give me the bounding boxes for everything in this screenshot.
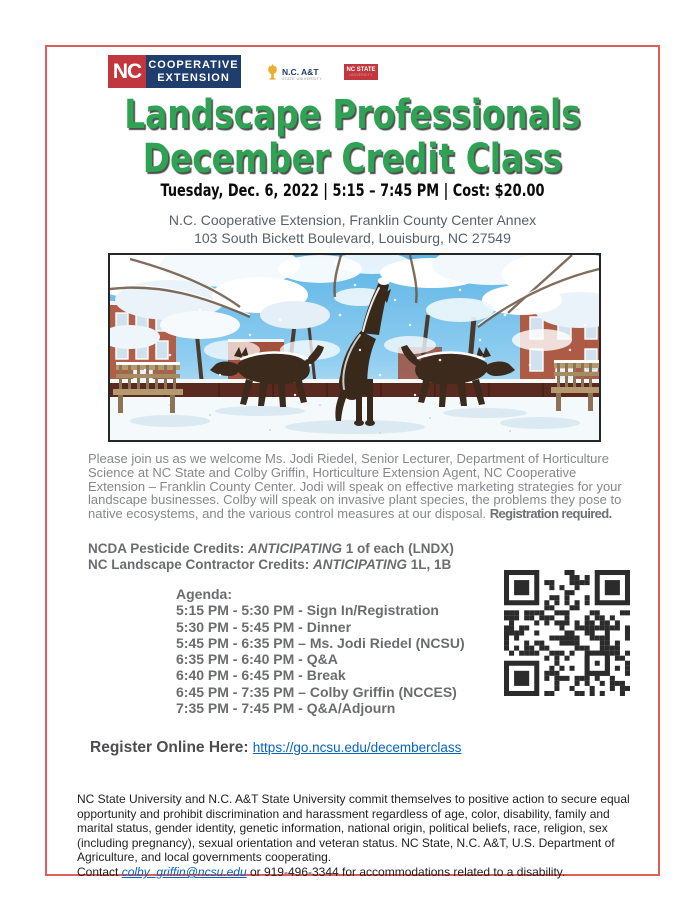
contact-email-link[interactable]: colby_griffin@ncsu.edu	[121, 864, 247, 879]
pesticide-credits-line	[88, 541, 454, 557]
register-link[interactable]: https://go.ncsu.edu/decemberclass	[252, 740, 462, 755]
contractor-credits-label: NC Landscape Contractor Credits:	[88, 557, 314, 572]
agenda-heading: Agenda:	[176, 586, 232, 602]
agenda-block	[176, 586, 465, 716]
page-title-line2: December Credit Class	[142, 136, 563, 182]
qr-code	[500, 566, 634, 700]
pesticide-credits-anticipating: ANTICIPATING	[248, 541, 343, 556]
nc-aandt-logo	[266, 64, 322, 85]
contractor-credits-anticipating: ANTICIPATING	[313, 557, 408, 572]
page-title-line1: Landscape Professionals	[124, 92, 581, 138]
ce-word-1: COOPERATIVE	[148, 58, 239, 71]
registration-required-note: Registration required.	[489, 506, 612, 522]
campus-photo	[108, 253, 601, 442]
cooperative-extension-logo	[108, 55, 241, 88]
intro-paragraph	[88, 452, 624, 521]
ce-word-2: EXTENSION	[157, 71, 230, 84]
contact-line	[77, 865, 644, 880]
pesticide-credits-detail: 1 of each (LNDX)	[342, 541, 454, 556]
aandt-name: N.C. A&T	[282, 66, 319, 77]
aandt-torch-icon	[266, 64, 279, 85]
agenda-item: 6:40 PM - 6:45 PM - Break	[176, 667, 346, 684]
event-datetime: Tuesday, Dec. 6, 2022 | 5:15 – 7:45 PM | Cost: $20.00	[160, 181, 545, 201]
agenda-item: 5:15 PM - 5:30 PM - Sign In/Registration	[176, 602, 439, 619]
agenda-item: 6:35 PM - 6:40 PM - Q&A	[176, 651, 338, 668]
register-line	[90, 739, 461, 757]
eeo-disclaimer: NC State University and N.C. A&T State University commit themselves to positive action to secure equal opportunity and prohibit discrimination and harassment regardless of age, color, disability, family and marital status, gender identity, genetic information, national origin, political beliefs, race, religion, sex (including pregnancy), sexual orientation and veteran status. NC State, N.C. A&T, U.S. Department of Agriculture, and local governments cooperating.	[77, 792, 630, 865]
pesticide-credits-label: NCDA Pesticide Credits:	[88, 541, 249, 556]
ncstate-line1: NC STATE	[346, 66, 376, 73]
aandt-wordmark	[282, 68, 322, 82]
agenda-item: 7:35 PM - 7:45 PM - Q&A/Adjourn	[176, 700, 396, 717]
contact-suffix: or 919-496-3344 for accommodations related to a disability.	[246, 864, 566, 879]
credits-block	[88, 541, 454, 573]
location-line2: 103 South Bickett Boulevard, Louisburg, NC 27549	[194, 230, 511, 246]
footer-block	[77, 792, 644, 880]
ncstate-line2: UNIVERSITY	[349, 72, 373, 77]
register-label: Register Online Here:	[90, 739, 253, 756]
location-line1: N.C. Cooperative Extension, Franklin County Center Annex	[168, 212, 537, 228]
logo-strip	[108, 55, 378, 88]
cooperative-extension-wordmark	[146, 55, 241, 88]
agenda-item: 6:45 PM - 7:35 PM – Colby Griffin (NCCES)	[176, 683, 457, 700]
aandt-subtitle: STATE UNIVERSITY	[282, 76, 323, 81]
contractor-credits-detail: 1L, 1B	[407, 557, 452, 572]
contractor-credits-line	[88, 557, 454, 573]
nc-state-logo	[344, 64, 378, 80]
agenda-item: 5:45 PM - 6:35 PM – Ms. Jodi Riedel (NCSU)	[176, 634, 465, 651]
agenda-item: 5:30 PM - 5:45 PM - Dinner	[176, 618, 352, 635]
nc-logo-block: NC	[108, 55, 146, 88]
intro-text: Please join us as we welcome Ms. Jodi Riedel, Senior Lecturer, Department of Horticulture Science at NC State and Colby Griffin, Horticulture Extension Agent, NC Cooperative Extension – Franklin County Center. Jodi will speak on effective marketing strategies for your landscape businesses. Colby will speak on invasive plant species, the problems they pose to native ecosystems, and the various control measures at our disposal.	[88, 451, 622, 522]
event-location	[45, 211, 660, 247]
contact-prefix: Contact	[77, 864, 122, 879]
snow-wolves-photo-illustration	[110, 255, 599, 440]
